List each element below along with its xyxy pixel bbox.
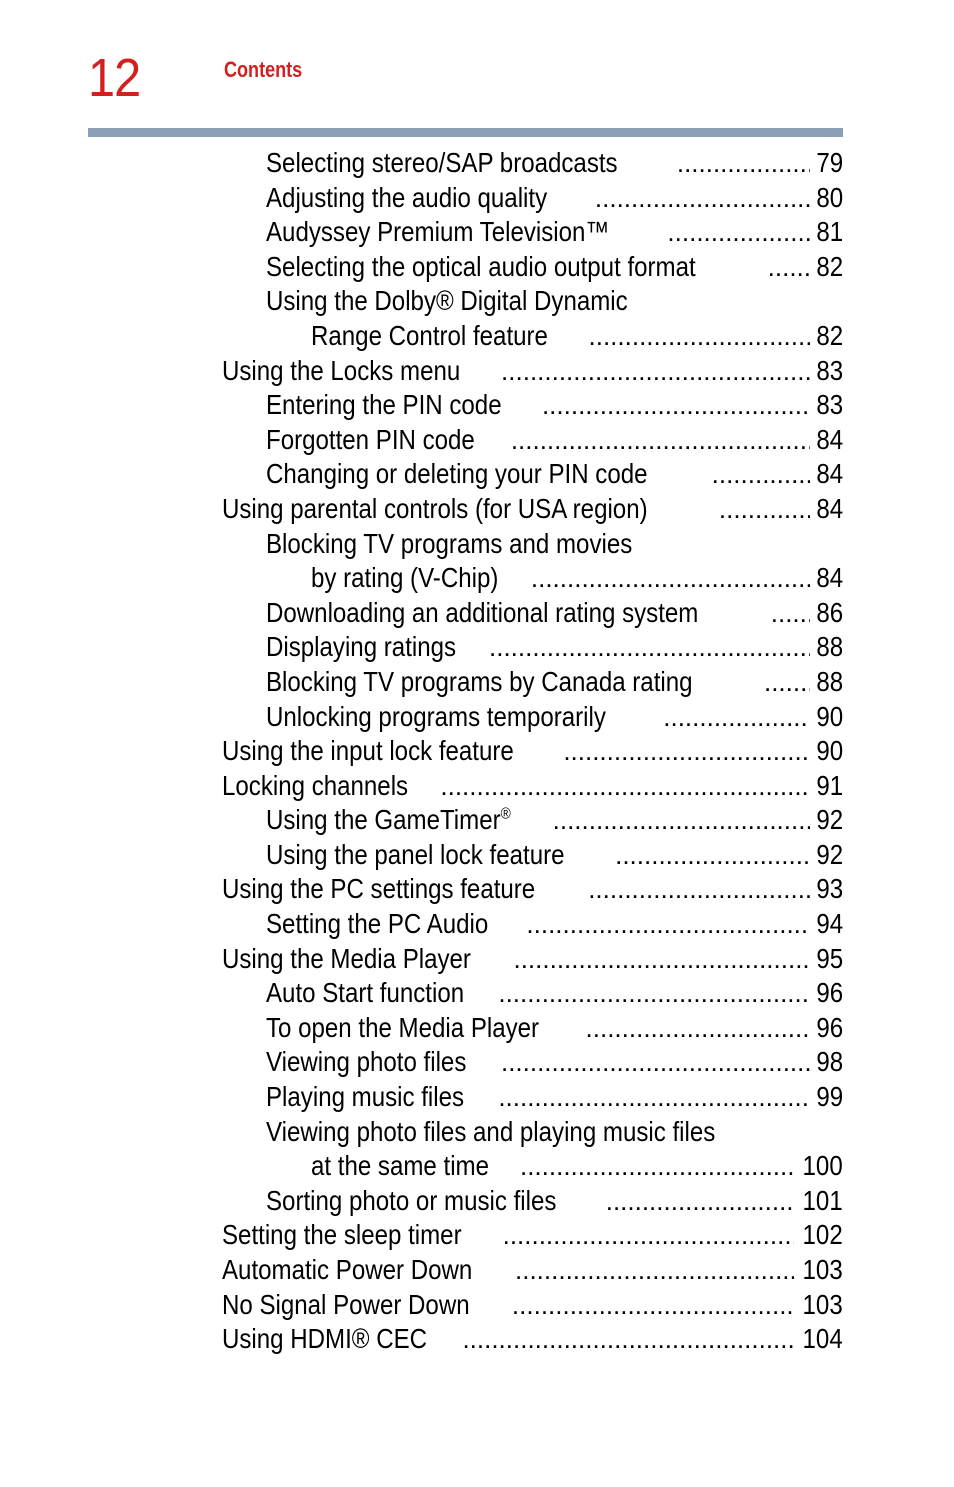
- dot-leader: [489, 630, 810, 665]
- toc-page-number: 86: [816, 596, 843, 628]
- dot-leader: [771, 596, 810, 631]
- dot-leader: [595, 181, 810, 216]
- toc-page-number: 88: [816, 665, 843, 697]
- toc-entry-title: Changing or deleting your PIN code: [266, 458, 648, 490]
- dot-leader: [526, 907, 809, 942]
- toc-page-number: 81: [816, 216, 843, 248]
- toc-entry[interactable]: [222, 457, 843, 492]
- toc-page-number: 84: [816, 423, 843, 455]
- toc-entry-title: No Signal Power Down: [222, 1288, 470, 1320]
- dot-leader: [589, 319, 810, 354]
- toc-entry-title: at the same time: [311, 1150, 490, 1182]
- toc-entry-title: Displaying ratings: [266, 631, 457, 663]
- dot-leader: [677, 146, 810, 181]
- toc-entry[interactable]: [222, 942, 843, 977]
- toc-entry-title: Using parental controls (for USA region): [222, 492, 648, 524]
- toc-page-number: 103: [802, 1254, 843, 1285]
- toc-page-number: 94: [816, 908, 843, 940]
- dot-leader: [615, 838, 810, 873]
- toc-entry[interactable]: [222, 1011, 843, 1046]
- toc-entry-title: Viewing photo files and playing music files: [266, 1115, 716, 1147]
- dot-leader: [712, 457, 810, 492]
- toc-entry-title: Selecting stereo/SAP broadcasts: [266, 147, 618, 178]
- table-of-contents: [222, 146, 843, 1357]
- toc-entry[interactable]: [222, 181, 843, 216]
- toc-page-number: 96: [816, 977, 843, 1009]
- dot-leader: [606, 1184, 795, 1219]
- toc-entry-title: To open the Media Player: [266, 1011, 540, 1043]
- toc-page-number: 79: [816, 147, 843, 178]
- toc-entry[interactable]: [222, 1218, 843, 1253]
- dot-leader: [512, 1288, 794, 1323]
- toc-entry[interactable]: [222, 1115, 843, 1150]
- toc-page-number: 96: [816, 1011, 843, 1043]
- toc-entry-title: Selecting the optical audio output format: [266, 250, 696, 282]
- toc-entry[interactable]: [222, 388, 843, 423]
- dot-leader: [764, 665, 810, 700]
- section-title: Contents: [224, 57, 303, 82]
- toc-entry-title: by rating (V-Chip): [311, 562, 499, 594]
- toc-entry-title: Using the Dolby® Digital Dynamic: [266, 285, 628, 317]
- dot-leader: [462, 1322, 794, 1357]
- toc-entry[interactable]: [222, 769, 843, 804]
- toc-entry-title: Using the GameTimer®: [266, 804, 511, 836]
- toc-entry-title: Range Control feature: [311, 319, 548, 351]
- toc-page-number: 102: [802, 1219, 843, 1251]
- toc-entry[interactable]: [222, 872, 843, 907]
- toc-entry-title: Unlocking programs temporarily: [266, 700, 606, 732]
- toc-page-number: 93: [816, 873, 843, 905]
- toc-entry-title: Adjusting the audio quality: [266, 181, 548, 213]
- dot-leader: [542, 388, 810, 423]
- dot-leader: [667, 215, 809, 250]
- toc-entry-title: Using HDMI® CEC: [222, 1323, 428, 1355]
- registered-mark: ®: [500, 805, 511, 823]
- toc-entry[interactable]: [222, 492, 843, 527]
- toc-entry[interactable]: [222, 1045, 843, 1080]
- toc-entry[interactable]: [222, 596, 843, 631]
- dot-leader: [501, 354, 810, 389]
- toc-entry[interactable]: [222, 284, 843, 319]
- toc-page-number: 99: [816, 1081, 843, 1113]
- toc-entry[interactable]: [222, 665, 843, 700]
- toc-page-number: 91: [816, 769, 843, 801]
- toc-page-number: 90: [816, 735, 843, 767]
- dot-leader: [515, 1253, 794, 1288]
- dot-leader: [719, 492, 810, 527]
- dot-leader: [498, 976, 809, 1011]
- toc-page-number: 82: [816, 319, 843, 351]
- toc-page-number: 80: [816, 181, 843, 213]
- toc-page-number: 83: [816, 354, 843, 386]
- toc-entry[interactable]: [222, 250, 843, 285]
- toc-entry[interactable]: [222, 907, 843, 942]
- toc-page-number: 84: [816, 458, 843, 490]
- toc-entry[interactable]: [222, 319, 843, 354]
- toc-page-number: 82: [816, 250, 843, 282]
- toc-page-number: 92: [816, 838, 843, 870]
- dot-leader: [513, 942, 809, 977]
- dot-leader: [563, 734, 810, 769]
- dot-leader: [503, 1218, 795, 1253]
- toc-entry-title: Viewing photo files: [266, 1046, 467, 1078]
- dot-leader: [531, 561, 810, 596]
- toc-entry[interactable]: [222, 1184, 843, 1219]
- toc-entry-title: Setting the PC Audio: [266, 908, 489, 940]
- toc-entry-title: Setting the sleep timer: [222, 1219, 462, 1251]
- dot-leader: [501, 1045, 810, 1080]
- toc-page-number: 84: [816, 492, 843, 524]
- toc-entry-title: Sorting photo or music files: [266, 1184, 557, 1216]
- toc-page-number: 98: [816, 1046, 843, 1078]
- toc-page-number: 100: [802, 1150, 843, 1182]
- toc-entry-title: Automatic Power Down: [222, 1254, 473, 1285]
- dot-leader: [520, 1149, 794, 1184]
- toc-entry-title: Playing music files: [266, 1081, 465, 1113]
- dot-leader: [553, 803, 810, 838]
- toc-entry-title: Using the PC settings feature: [222, 873, 536, 905]
- toc-entry-title: Using the input lock feature: [222, 735, 514, 767]
- toc-page-number: 92: [816, 804, 843, 836]
- toc-entry[interactable]: [222, 561, 843, 596]
- page-number: 12: [88, 48, 141, 108]
- toc-entry[interactable]: [222, 976, 843, 1011]
- toc-entry[interactable]: [222, 354, 843, 389]
- toc-page-number: 101: [802, 1184, 843, 1216]
- toc-entry-title: Audyssey Premium Television™: [266, 216, 610, 248]
- toc-entry[interactable]: [222, 527, 843, 562]
- toc-entry[interactable]: [222, 700, 843, 735]
- toc-entry-title: Blocking TV programs by Canada rating: [266, 665, 693, 697]
- toc-page-number: 90: [816, 700, 843, 732]
- toc-entry[interactable]: [222, 734, 843, 769]
- toc-entry[interactable]: [222, 1080, 843, 1115]
- toc-entry-title: Locking channels: [222, 769, 409, 801]
- toc-entry[interactable]: [222, 1149, 843, 1184]
- dot-leader: [768, 250, 810, 285]
- toc-entry[interactable]: [222, 215, 843, 250]
- dot-leader: [588, 872, 810, 907]
- toc-page-number: 84: [816, 562, 843, 594]
- toc-entry-title: Using the panel lock feature: [266, 838, 565, 870]
- toc-page-number: 104: [802, 1323, 843, 1355]
- toc-page-number: 103: [802, 1288, 843, 1320]
- toc-entry-title: Blocking TV programs and movies: [266, 527, 633, 559]
- toc-entry[interactable]: [222, 803, 843, 838]
- toc-entry-title: Auto Start function: [266, 977, 465, 1009]
- toc-page-number: 83: [816, 389, 843, 421]
- dot-leader: [586, 1011, 810, 1046]
- toc-entry-title: Downloading an additional rating system: [266, 596, 699, 628]
- toc-entry-title: Using the Locks menu: [222, 354, 461, 386]
- toc-page-number: 88: [816, 631, 843, 663]
- dot-leader: [498, 1080, 810, 1115]
- toc-entry-title: Using the Media Player: [222, 942, 471, 974]
- toc-entry[interactable]: [222, 146, 843, 181]
- toc-entry-title: Entering the PIN code: [266, 389, 502, 421]
- header-divider: [88, 128, 843, 137]
- toc-entry[interactable]: [222, 838, 843, 873]
- dot-leader: [663, 700, 810, 735]
- toc-page-number: 95: [816, 942, 843, 974]
- toc-entry[interactable]: [222, 1253, 843, 1288]
- toc-entry[interactable]: [222, 1322, 843, 1357]
- dot-leader: [511, 423, 810, 458]
- toc-entry[interactable]: [222, 423, 843, 458]
- dot-leader: [440, 769, 809, 804]
- toc-entry[interactable]: [222, 1288, 843, 1323]
- toc-entry-title: Forgotten PIN code: [266, 423, 475, 455]
- toc-entry[interactable]: [222, 630, 843, 665]
